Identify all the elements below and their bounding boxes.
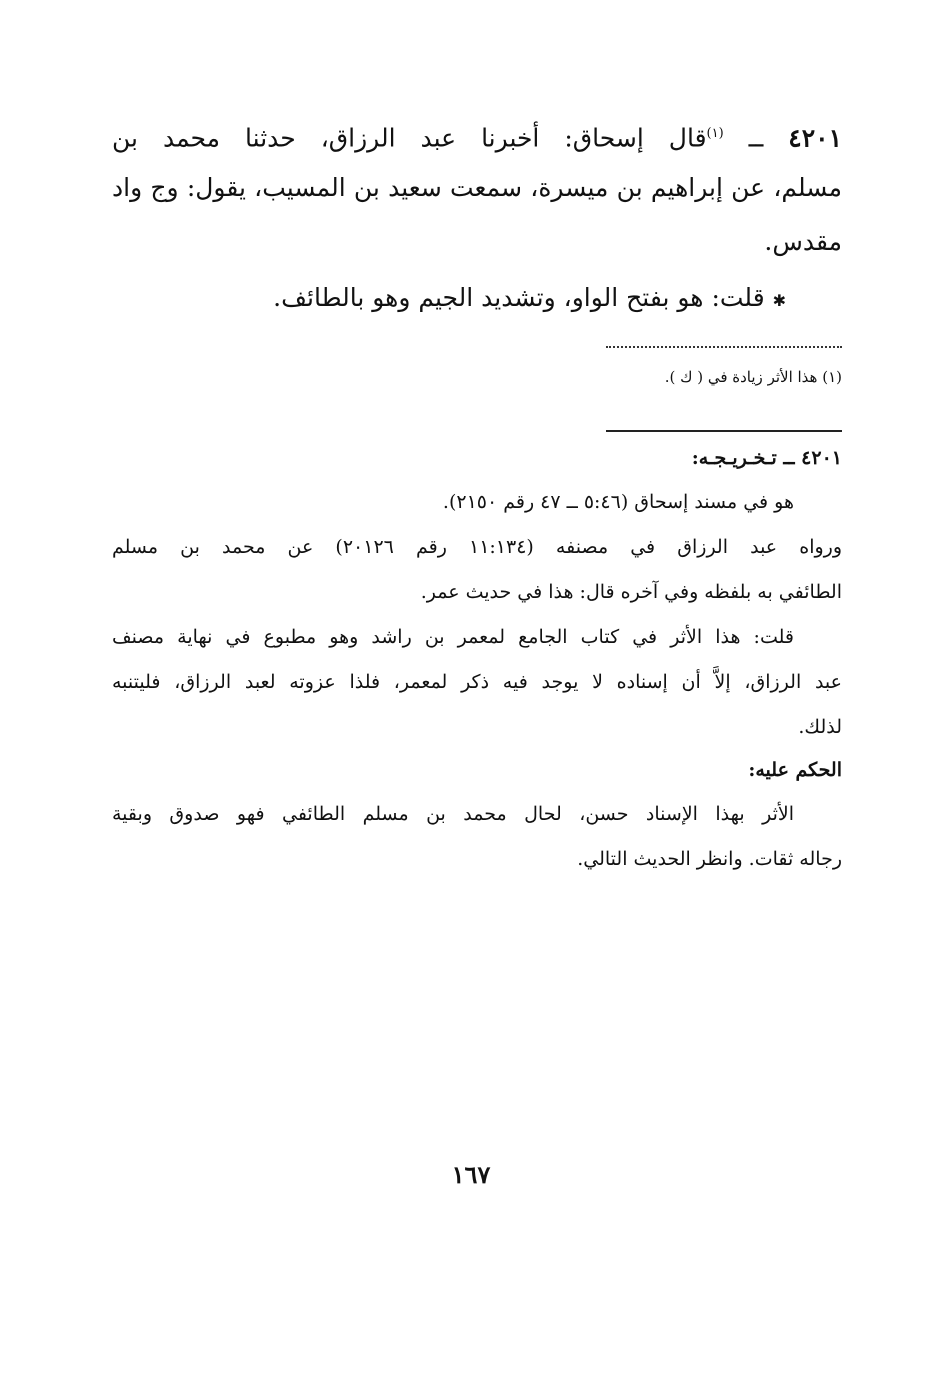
hadith-dash: ــ — [748, 123, 764, 153]
page-number: ١٦٧ — [451, 1160, 491, 1189]
takhrij-line-2: ورواه عبد الرزاق في مصنفه (١١:١٣٤ رقم ٢٠١٢٦) عن محمد بن مسلم — [112, 536, 842, 558]
takhrij-heading: ٤٢٠١ ــ تـخـريـجـه: — [691, 447, 842, 469]
hadith-line-3: مقدس. — [764, 227, 842, 256]
hadith-line-1 — [112, 106, 842, 166]
takhrij-line-6: لذلك. — [798, 716, 842, 738]
footnote: (١) هذا الأثر زيادة في ( ك ). — [664, 368, 842, 386]
ruling-heading: الحكم عليه: — [748, 759, 842, 781]
footnote-ref: (١) — [706, 126, 724, 141]
hadith-text-1: قال إسحاق: أخبرنا عبد الرزاق، حدثنا محمد بن — [112, 123, 707, 153]
hadith-number: ٤٢٠١ — [788, 123, 843, 153]
footnote-separator — [606, 346, 842, 348]
comment-text: قلت: هو بفتح الواو، وتشديد الجيم وهو بالطائف. — [273, 283, 765, 312]
star-icon: ✱ — [772, 291, 786, 310]
takhrij-line-3: الطائفي به بلفظه وفي آخره قال: هذا في حديث عمر. — [420, 581, 842, 603]
takhrij-line-4: قلت: هذا الأثر في كتاب الجامع لمعمر بن راشد وهو مطبوع في نهاية مصنف — [112, 626, 794, 648]
ruling-line-1: الأثر بهذا الإسناد حسن، لحال محمد بن مسلم الطائفي فهو صدوق وبقية — [112, 803, 794, 825]
section-rule — [606, 430, 842, 432]
ruling-line-2: رجاله ثقات. وانظر الحديث التالي. — [577, 848, 842, 870]
takhrij-line-5: عبد الرزاق، إلاَّ أن إسناده لا يوجد فيه ذكر لمعمر، فلذا عزوته لعبد الرزاق، فليتنبه — [112, 671, 842, 693]
hadith-line-2: مسلم، عن إبراهيم بن ميسرة، سمعت سعيد بن المسيب، يقول: وج واد — [112, 173, 842, 202]
takhrij-line-1: هو في مسند إسحاق (٥:٤٦ ــ ٤٧ رقم ٢١٥٠). — [442, 491, 794, 513]
editor-comment — [273, 270, 786, 329]
